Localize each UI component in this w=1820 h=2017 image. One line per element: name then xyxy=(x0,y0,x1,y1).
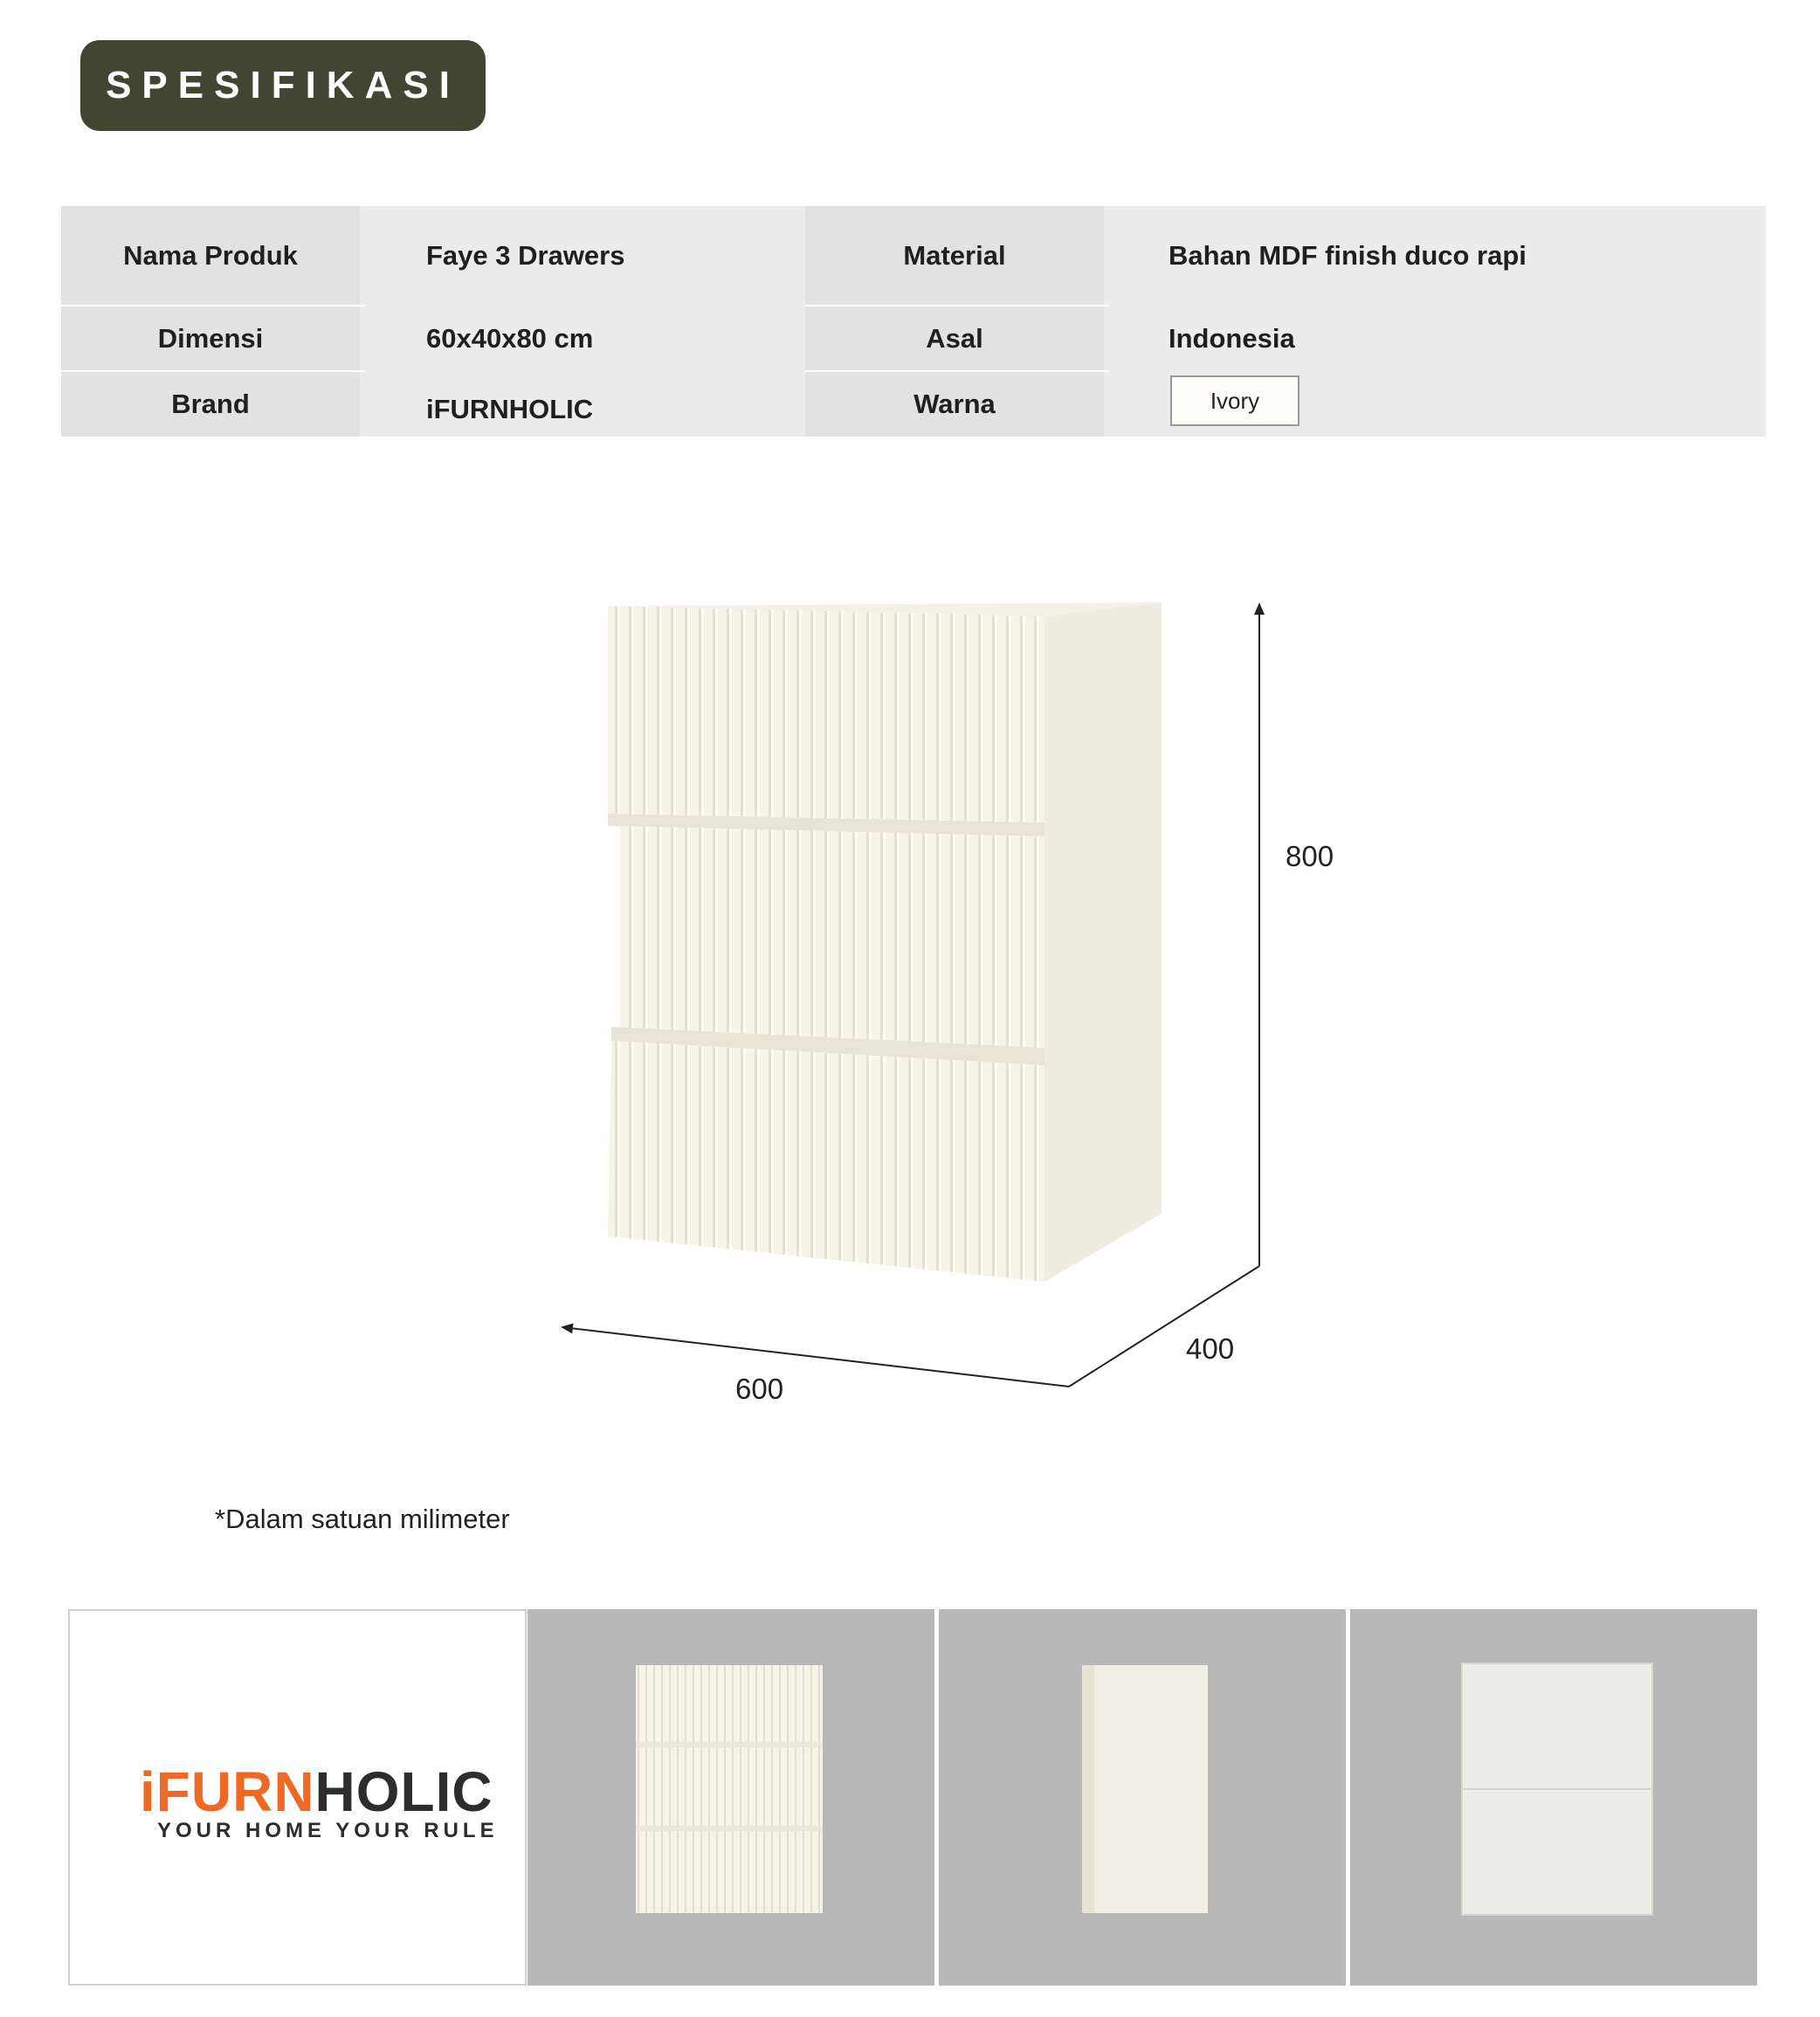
thumbnail-back-view[interactable] xyxy=(1350,1609,1757,1986)
logo-text-orange: iFURN xyxy=(140,1760,315,1823)
cabinet-drawer-middle xyxy=(611,826,1044,1065)
spec-value-origin: Indonesia xyxy=(1169,322,1295,354)
badge-label: SPESIFIKASI xyxy=(106,64,460,107)
brand-logo-panel xyxy=(68,1609,527,1986)
logo-tagline: YOUR HOME YOUR RULE xyxy=(157,1819,499,1842)
depth-label: 400 xyxy=(1186,1332,1235,1365)
spec-value-product-name: Faye 3 Drawers xyxy=(426,239,625,271)
width-dimension-line xyxy=(562,1327,1069,1387)
spec-label-dimension: Dimensi xyxy=(61,306,360,370)
width-label: 600 xyxy=(735,1373,784,1405)
color-swatch-ivory: Ivory xyxy=(1170,375,1300,426)
spec-label-color: Warna xyxy=(805,372,1104,437)
spec-value-dimension: 60x40x80 cm xyxy=(426,322,594,354)
unit-note: *Dalam satuan milimeter xyxy=(215,1504,510,1534)
logo-text-dark: HOLIC xyxy=(314,1760,493,1823)
spec-value-brand: iFURNHOLIC xyxy=(426,394,594,424)
cabinet-drawer-bottom xyxy=(608,1041,1044,1282)
depth-dimension-line xyxy=(1069,1266,1259,1387)
front-view-image xyxy=(527,1609,934,1986)
side-view-image xyxy=(939,1609,1346,1986)
thumbnail-front-view[interactable] xyxy=(527,1609,934,1986)
spec-label-origin: Asal xyxy=(805,306,1104,370)
height-label: 800 xyxy=(1286,840,1334,872)
spec-label-brand: Brand xyxy=(61,372,360,437)
spec-label-material: Material xyxy=(805,206,1104,305)
thumbnail-side-view[interactable] xyxy=(939,1609,1346,1986)
back-view-image xyxy=(1350,1609,1757,1986)
spec-label-product-name: Nama Produk xyxy=(61,206,360,305)
cabinet-drawer-top xyxy=(608,606,1044,836)
brand-logo xyxy=(140,1759,493,1824)
spec-value-material: Bahan MDF finish duco rapi xyxy=(1169,239,1527,271)
